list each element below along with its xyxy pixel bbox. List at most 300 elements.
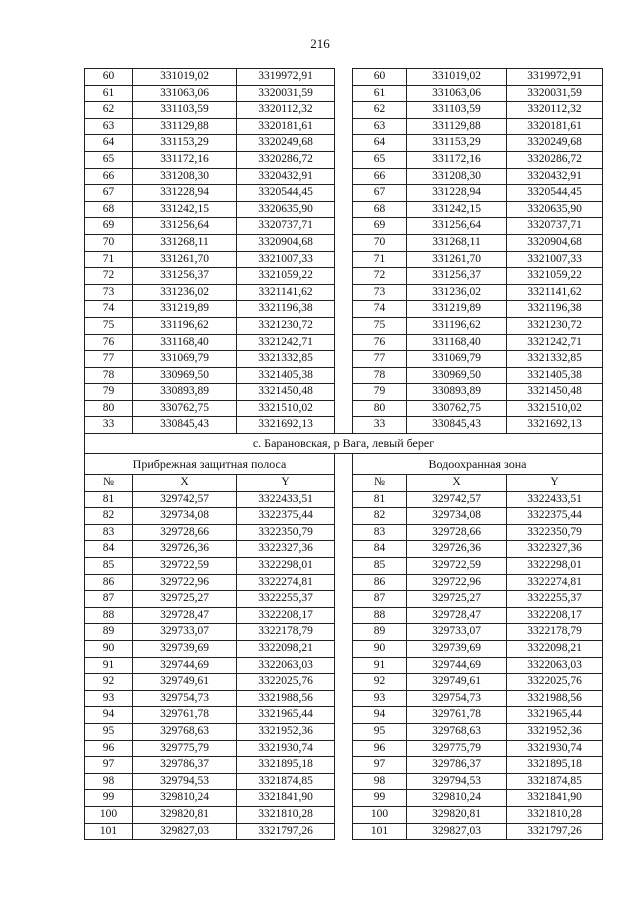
left-x-coordinate: 331256,37 bbox=[133, 268, 237, 285]
column-gap bbox=[335, 740, 353, 757]
left-x-coordinate: 329739,69 bbox=[133, 641, 237, 658]
left-point-number: 83 bbox=[85, 524, 133, 541]
left-x-coordinate: 329722,96 bbox=[133, 574, 237, 591]
top-rows bbox=[85, 69, 603, 434]
left-point-number: 67 bbox=[85, 185, 133, 202]
left-y-coordinate: 3322063,03 bbox=[237, 657, 335, 674]
left-y-coordinate: 3321230,72 bbox=[237, 317, 335, 334]
right-point-number: 98 bbox=[353, 773, 407, 790]
column-gap bbox=[335, 218, 353, 235]
right-point-number: 92 bbox=[353, 674, 407, 691]
table-row bbox=[85, 317, 603, 334]
column-gap bbox=[335, 102, 353, 119]
right-y-coordinate: 3321230,72 bbox=[507, 317, 603, 334]
table-row bbox=[85, 806, 603, 823]
column-gap bbox=[335, 454, 353, 475]
column-gap bbox=[335, 317, 353, 334]
left-y-coordinate: 3322098,21 bbox=[237, 641, 335, 658]
left-x-coordinate: 329761,78 bbox=[133, 707, 237, 724]
right-point-number: 66 bbox=[353, 168, 407, 185]
right-y-coordinate: 3320181,61 bbox=[507, 118, 603, 135]
table-row bbox=[85, 185, 603, 202]
right-y-coordinate: 3321059,22 bbox=[507, 268, 603, 285]
right-x-coordinate: 331153,29 bbox=[407, 135, 507, 152]
right-point-number: 85 bbox=[353, 558, 407, 575]
column-gap bbox=[335, 301, 353, 318]
right-point-number: 100 bbox=[353, 806, 407, 823]
right-y-coordinate: 3322063,03 bbox=[507, 657, 603, 674]
column-header-row bbox=[85, 475, 603, 492]
column-gap bbox=[335, 491, 353, 508]
left-point-number: 74 bbox=[85, 301, 133, 318]
right-x-coordinate: 329749,61 bbox=[407, 674, 507, 691]
table-row bbox=[85, 607, 603, 624]
column-gap bbox=[335, 707, 353, 724]
left-point-number: 93 bbox=[85, 690, 133, 707]
left-point-number: 63 bbox=[85, 118, 133, 135]
left-y-coordinate: 3322298,01 bbox=[237, 558, 335, 575]
right-x-coordinate: 329775,79 bbox=[407, 740, 507, 757]
left-point-number: 60 bbox=[85, 69, 133, 86]
left-point-number: 97 bbox=[85, 757, 133, 774]
left-y-coordinate: 3321007,33 bbox=[237, 251, 335, 268]
table-row bbox=[85, 351, 603, 368]
column-gap bbox=[335, 790, 353, 807]
left-y-coordinate: 3321797,26 bbox=[237, 823, 335, 840]
left-y-coordinate: 3322255,37 bbox=[237, 591, 335, 608]
left-x-coordinate: 329728,47 bbox=[133, 607, 237, 624]
right-point-number: 83 bbox=[353, 524, 407, 541]
column-gap bbox=[335, 367, 353, 384]
left-point-number: 62 bbox=[85, 102, 133, 119]
left-x-coordinate: 329786,37 bbox=[133, 757, 237, 774]
left-x-coordinate: 329728,66 bbox=[133, 524, 237, 541]
right-y-coordinate: 3322375,44 bbox=[507, 508, 603, 525]
right-y-coordinate: 3321450,48 bbox=[507, 384, 603, 401]
table-row bbox=[85, 118, 603, 135]
column-gap bbox=[335, 118, 353, 135]
left-x-coordinate: 330893,89 bbox=[133, 384, 237, 401]
table-row bbox=[85, 85, 603, 102]
left-point-number: 61 bbox=[85, 85, 133, 102]
right-point-number: 75 bbox=[353, 317, 407, 334]
left-y-coordinate: 3319972,91 bbox=[237, 69, 335, 86]
column-gap bbox=[335, 475, 353, 492]
left-y-coordinate: 3320286,72 bbox=[237, 151, 335, 168]
right-x-coordinate: 331103,59 bbox=[407, 102, 507, 119]
right-point-number: 70 bbox=[353, 234, 407, 251]
left-y-coordinate: 3321810,28 bbox=[237, 806, 335, 823]
column-gap bbox=[335, 607, 353, 624]
left-point-number: 73 bbox=[85, 284, 133, 301]
left-y-coordinate: 3321242,71 bbox=[237, 334, 335, 351]
right-x-coordinate: 329810,24 bbox=[407, 790, 507, 807]
table-row bbox=[85, 723, 603, 740]
right-x-coordinate: 331196,62 bbox=[407, 317, 507, 334]
table-row bbox=[85, 641, 603, 658]
right-y-coordinate: 3321242,71 bbox=[507, 334, 603, 351]
left-y-coordinate: 3321059,22 bbox=[237, 268, 335, 285]
table-row bbox=[85, 268, 603, 285]
left-point-number: 80 bbox=[85, 400, 133, 417]
coordinates-table-sheet bbox=[84, 68, 602, 840]
column-gap bbox=[335, 135, 353, 152]
column-gap bbox=[335, 201, 353, 218]
left-y-coordinate: 3322178,79 bbox=[237, 624, 335, 641]
left-x-coordinate: 331242,15 bbox=[133, 201, 237, 218]
left-section-heading: Прибрежная защитная полоса bbox=[85, 454, 335, 475]
right-header-number: № bbox=[353, 475, 407, 492]
left-point-number: 89 bbox=[85, 624, 133, 641]
right-point-number: 93 bbox=[353, 690, 407, 707]
table-row bbox=[85, 657, 603, 674]
left-point-number: 64 bbox=[85, 135, 133, 152]
right-y-coordinate: 3322178,79 bbox=[507, 624, 603, 641]
column-gap bbox=[335, 806, 353, 823]
left-x-coordinate: 330969,50 bbox=[133, 367, 237, 384]
table-row bbox=[85, 168, 603, 185]
left-x-coordinate: 331168,40 bbox=[133, 334, 237, 351]
right-point-number: 76 bbox=[353, 334, 407, 351]
right-point-number: 68 bbox=[353, 201, 407, 218]
left-point-number: 85 bbox=[85, 558, 133, 575]
right-point-number: 62 bbox=[353, 102, 407, 119]
table-row bbox=[85, 284, 603, 301]
left-y-coordinate: 3322274,81 bbox=[237, 574, 335, 591]
left-y-coordinate: 3321930,74 bbox=[237, 740, 335, 757]
right-point-number: 89 bbox=[353, 624, 407, 641]
right-header-x: X bbox=[407, 475, 507, 492]
right-point-number: 99 bbox=[353, 790, 407, 807]
left-point-number: 84 bbox=[85, 541, 133, 558]
column-gap bbox=[335, 168, 353, 185]
table-row bbox=[85, 218, 603, 235]
right-y-coordinate: 3320904,68 bbox=[507, 234, 603, 251]
table-row bbox=[85, 251, 603, 268]
left-x-coordinate: 331256,64 bbox=[133, 218, 237, 235]
right-y-coordinate: 3321988,56 bbox=[507, 690, 603, 707]
table-row bbox=[85, 591, 603, 608]
left-y-coordinate: 3321988,56 bbox=[237, 690, 335, 707]
right-x-coordinate: 331256,37 bbox=[407, 268, 507, 285]
left-y-coordinate: 3320112,32 bbox=[237, 102, 335, 119]
right-section-heading: Водоохранная зона bbox=[353, 454, 603, 475]
left-x-coordinate: 331019,02 bbox=[133, 69, 237, 86]
table-row bbox=[85, 574, 603, 591]
settlement-caption: с. Барановская, р Вага, левый берег bbox=[85, 434, 603, 454]
column-gap bbox=[335, 524, 353, 541]
table-row bbox=[85, 541, 603, 558]
left-y-coordinate: 3321196,38 bbox=[237, 301, 335, 318]
left-x-coordinate: 329742,57 bbox=[133, 491, 237, 508]
right-point-number: 79 bbox=[353, 384, 407, 401]
left-point-number: 90 bbox=[85, 641, 133, 658]
left-point-number: 91 bbox=[85, 657, 133, 674]
right-x-coordinate: 329739,69 bbox=[407, 641, 507, 658]
right-x-coordinate: 329728,66 bbox=[407, 524, 507, 541]
right-point-number: 86 bbox=[353, 574, 407, 591]
right-x-coordinate: 331129,88 bbox=[407, 118, 507, 135]
left-x-coordinate: 331063,06 bbox=[133, 85, 237, 102]
right-point-number: 60 bbox=[353, 69, 407, 86]
right-x-coordinate: 330893,89 bbox=[407, 384, 507, 401]
table-row bbox=[85, 491, 603, 508]
left-header-x: X bbox=[133, 475, 237, 492]
column-gap bbox=[335, 574, 353, 591]
left-y-coordinate: 3321405,38 bbox=[237, 367, 335, 384]
right-y-coordinate: 3322098,21 bbox=[507, 641, 603, 658]
column-gap bbox=[335, 417, 353, 434]
right-point-number: 63 bbox=[353, 118, 407, 135]
table-row bbox=[85, 558, 603, 575]
left-y-coordinate: 3322433,51 bbox=[237, 491, 335, 508]
right-point-number: 67 bbox=[353, 185, 407, 202]
left-x-coordinate: 329810,24 bbox=[133, 790, 237, 807]
left-point-number: 99 bbox=[85, 790, 133, 807]
right-y-coordinate: 3319972,91 bbox=[507, 69, 603, 86]
left-y-coordinate: 3321510,02 bbox=[237, 400, 335, 417]
right-x-coordinate: 329768,63 bbox=[407, 723, 507, 740]
right-x-coordinate: 331236,02 bbox=[407, 284, 507, 301]
right-y-coordinate: 3321196,38 bbox=[507, 301, 603, 318]
right-y-coordinate: 3320635,90 bbox=[507, 201, 603, 218]
column-gap bbox=[335, 641, 353, 658]
left-x-coordinate: 329794,53 bbox=[133, 773, 237, 790]
column-gap bbox=[335, 508, 353, 525]
left-x-coordinate: 331172,16 bbox=[133, 151, 237, 168]
left-y-coordinate: 3321692,13 bbox=[237, 417, 335, 434]
column-gap bbox=[335, 757, 353, 774]
left-x-coordinate: 329733,07 bbox=[133, 624, 237, 641]
right-x-coordinate: 331172,16 bbox=[407, 151, 507, 168]
right-point-number: 71 bbox=[353, 251, 407, 268]
right-point-number: 96 bbox=[353, 740, 407, 757]
right-x-coordinate: 329725,27 bbox=[407, 591, 507, 608]
left-header-y: Y bbox=[237, 475, 335, 492]
left-x-coordinate: 331208,30 bbox=[133, 168, 237, 185]
right-x-coordinate: 330845,43 bbox=[407, 417, 507, 434]
right-x-coordinate: 329722,96 bbox=[407, 574, 507, 591]
page-number: 216 bbox=[310, 36, 330, 51]
right-y-coordinate: 3321930,74 bbox=[507, 740, 603, 757]
column-gap bbox=[335, 400, 353, 417]
left-x-coordinate: 329749,61 bbox=[133, 674, 237, 691]
right-point-number: 91 bbox=[353, 657, 407, 674]
right-x-coordinate: 331242,15 bbox=[407, 201, 507, 218]
left-header-number: № bbox=[85, 475, 133, 492]
left-x-coordinate: 331268,11 bbox=[133, 234, 237, 251]
column-gap bbox=[335, 85, 353, 102]
left-y-coordinate: 3321141,62 bbox=[237, 284, 335, 301]
table-row bbox=[85, 674, 603, 691]
left-x-coordinate: 331196,62 bbox=[133, 317, 237, 334]
right-y-coordinate: 3320432,91 bbox=[507, 168, 603, 185]
left-point-number: 68 bbox=[85, 201, 133, 218]
right-x-coordinate: 329744,69 bbox=[407, 657, 507, 674]
left-y-coordinate: 3321952,36 bbox=[237, 723, 335, 740]
right-y-coordinate: 3320249,68 bbox=[507, 135, 603, 152]
table-row bbox=[85, 524, 603, 541]
right-point-number: 33 bbox=[353, 417, 407, 434]
left-y-coordinate: 3320249,68 bbox=[237, 135, 335, 152]
column-gap bbox=[335, 773, 353, 790]
right-x-coordinate: 329786,37 bbox=[407, 757, 507, 774]
left-y-coordinate: 3320031,59 bbox=[237, 85, 335, 102]
left-point-number: 33 bbox=[85, 417, 133, 434]
left-x-coordinate: 331153,29 bbox=[133, 135, 237, 152]
right-x-coordinate: 331168,40 bbox=[407, 334, 507, 351]
left-point-number: 72 bbox=[85, 268, 133, 285]
column-gap bbox=[335, 591, 353, 608]
table-row bbox=[85, 773, 603, 790]
left-point-number: 79 bbox=[85, 384, 133, 401]
right-point-number: 81 bbox=[353, 491, 407, 508]
left-y-coordinate: 3322327,36 bbox=[237, 541, 335, 558]
left-point-number: 82 bbox=[85, 508, 133, 525]
column-gap bbox=[335, 334, 353, 351]
table-row bbox=[85, 707, 603, 724]
column-gap bbox=[335, 384, 353, 401]
right-x-coordinate: 331228,94 bbox=[407, 185, 507, 202]
right-y-coordinate: 3321874,85 bbox=[507, 773, 603, 790]
bottom-rows bbox=[85, 491, 603, 839]
left-point-number: 76 bbox=[85, 334, 133, 351]
left-x-coordinate: 329734,08 bbox=[133, 508, 237, 525]
table-row bbox=[85, 740, 603, 757]
table-row bbox=[85, 102, 603, 119]
right-y-coordinate: 3322274,81 bbox=[507, 574, 603, 591]
left-x-coordinate: 329725,27 bbox=[133, 591, 237, 608]
right-y-coordinate: 3321510,02 bbox=[507, 400, 603, 417]
right-point-number: 77 bbox=[353, 351, 407, 368]
right-x-coordinate: 331261,70 bbox=[407, 251, 507, 268]
right-y-coordinate: 3322298,01 bbox=[507, 558, 603, 575]
right-x-coordinate: 331268,11 bbox=[407, 234, 507, 251]
column-gap bbox=[335, 251, 353, 268]
table-row bbox=[85, 367, 603, 384]
table-row bbox=[85, 234, 603, 251]
right-x-coordinate: 329827,03 bbox=[407, 823, 507, 840]
right-point-number: 72 bbox=[353, 268, 407, 285]
left-y-coordinate: 3320432,91 bbox=[237, 168, 335, 185]
table-row bbox=[85, 823, 603, 840]
left-y-coordinate: 3320544,45 bbox=[237, 185, 335, 202]
left-x-coordinate: 329820,81 bbox=[133, 806, 237, 823]
left-x-coordinate: 329754,73 bbox=[133, 690, 237, 707]
left-point-number: 94 bbox=[85, 707, 133, 724]
right-y-coordinate: 3321810,28 bbox=[507, 806, 603, 823]
left-point-number: 96 bbox=[85, 740, 133, 757]
left-point-number: 101 bbox=[85, 823, 133, 840]
table-row bbox=[85, 400, 603, 417]
right-point-number: 80 bbox=[353, 400, 407, 417]
column-gap bbox=[335, 823, 353, 840]
right-x-coordinate: 329820,81 bbox=[407, 806, 507, 823]
table-row bbox=[85, 508, 603, 525]
left-point-number: 66 bbox=[85, 168, 133, 185]
table-row bbox=[85, 624, 603, 641]
left-point-number: 78 bbox=[85, 367, 133, 384]
left-y-coordinate: 3320737,71 bbox=[237, 218, 335, 235]
right-x-coordinate: 331208,30 bbox=[407, 168, 507, 185]
column-gap bbox=[335, 69, 353, 86]
right-point-number: 88 bbox=[353, 607, 407, 624]
left-point-number: 69 bbox=[85, 218, 133, 235]
left-point-number: 86 bbox=[85, 574, 133, 591]
left-x-coordinate: 329775,79 bbox=[133, 740, 237, 757]
left-x-coordinate: 331219,89 bbox=[133, 301, 237, 318]
right-x-coordinate: 331219,89 bbox=[407, 301, 507, 318]
left-point-number: 88 bbox=[85, 607, 133, 624]
right-y-coordinate: 3321952,36 bbox=[507, 723, 603, 740]
right-point-number: 97 bbox=[353, 757, 407, 774]
right-y-coordinate: 3322255,37 bbox=[507, 591, 603, 608]
left-x-coordinate: 329827,03 bbox=[133, 823, 237, 840]
right-y-coordinate: 3322350,79 bbox=[507, 524, 603, 541]
right-point-number: 65 bbox=[353, 151, 407, 168]
right-point-number: 73 bbox=[353, 284, 407, 301]
column-gap bbox=[335, 690, 353, 707]
right-y-coordinate: 3321141,62 bbox=[507, 284, 603, 301]
right-y-coordinate: 3320031,59 bbox=[507, 85, 603, 102]
left-point-number: 100 bbox=[85, 806, 133, 823]
left-y-coordinate: 3322350,79 bbox=[237, 524, 335, 541]
right-header-y: Y bbox=[507, 475, 603, 492]
right-point-number: 74 bbox=[353, 301, 407, 318]
right-x-coordinate: 329761,78 bbox=[407, 707, 507, 724]
right-y-coordinate: 3322433,51 bbox=[507, 491, 603, 508]
right-x-coordinate: 330762,75 bbox=[407, 400, 507, 417]
right-point-number: 95 bbox=[353, 723, 407, 740]
left-point-number: 92 bbox=[85, 674, 133, 691]
column-gap bbox=[335, 541, 353, 558]
table-row bbox=[85, 690, 603, 707]
left-point-number: 70 bbox=[85, 234, 133, 251]
left-x-coordinate: 331261,70 bbox=[133, 251, 237, 268]
column-gap bbox=[335, 558, 353, 575]
right-y-coordinate: 3320544,45 bbox=[507, 185, 603, 202]
right-point-number: 94 bbox=[353, 707, 407, 724]
left-y-coordinate: 3320181,61 bbox=[237, 118, 335, 135]
left-x-coordinate: 329744,69 bbox=[133, 657, 237, 674]
right-point-number: 69 bbox=[353, 218, 407, 235]
left-point-number: 95 bbox=[85, 723, 133, 740]
right-y-coordinate: 3320737,71 bbox=[507, 218, 603, 235]
column-gap bbox=[335, 657, 353, 674]
right-y-coordinate: 3322327,36 bbox=[507, 541, 603, 558]
right-x-coordinate: 329722,59 bbox=[407, 558, 507, 575]
column-gap bbox=[335, 351, 353, 368]
right-y-coordinate: 3321965,44 bbox=[507, 707, 603, 724]
right-y-coordinate: 3320112,32 bbox=[507, 102, 603, 119]
left-x-coordinate: 331069,79 bbox=[133, 351, 237, 368]
table-row bbox=[85, 135, 603, 152]
column-gap bbox=[335, 674, 353, 691]
right-x-coordinate: 329742,57 bbox=[407, 491, 507, 508]
left-x-coordinate: 331236,02 bbox=[133, 284, 237, 301]
left-point-number: 98 bbox=[85, 773, 133, 790]
right-y-coordinate: 3321405,38 bbox=[507, 367, 603, 384]
coordinates-table bbox=[84, 68, 603, 840]
right-y-coordinate: 3322025,76 bbox=[507, 674, 603, 691]
right-y-coordinate: 3321007,33 bbox=[507, 251, 603, 268]
column-gap bbox=[335, 284, 353, 301]
left-x-coordinate: 331228,94 bbox=[133, 185, 237, 202]
table-row bbox=[85, 301, 603, 318]
column-gap bbox=[335, 185, 353, 202]
left-x-coordinate: 330845,43 bbox=[133, 417, 237, 434]
table-row bbox=[85, 790, 603, 807]
